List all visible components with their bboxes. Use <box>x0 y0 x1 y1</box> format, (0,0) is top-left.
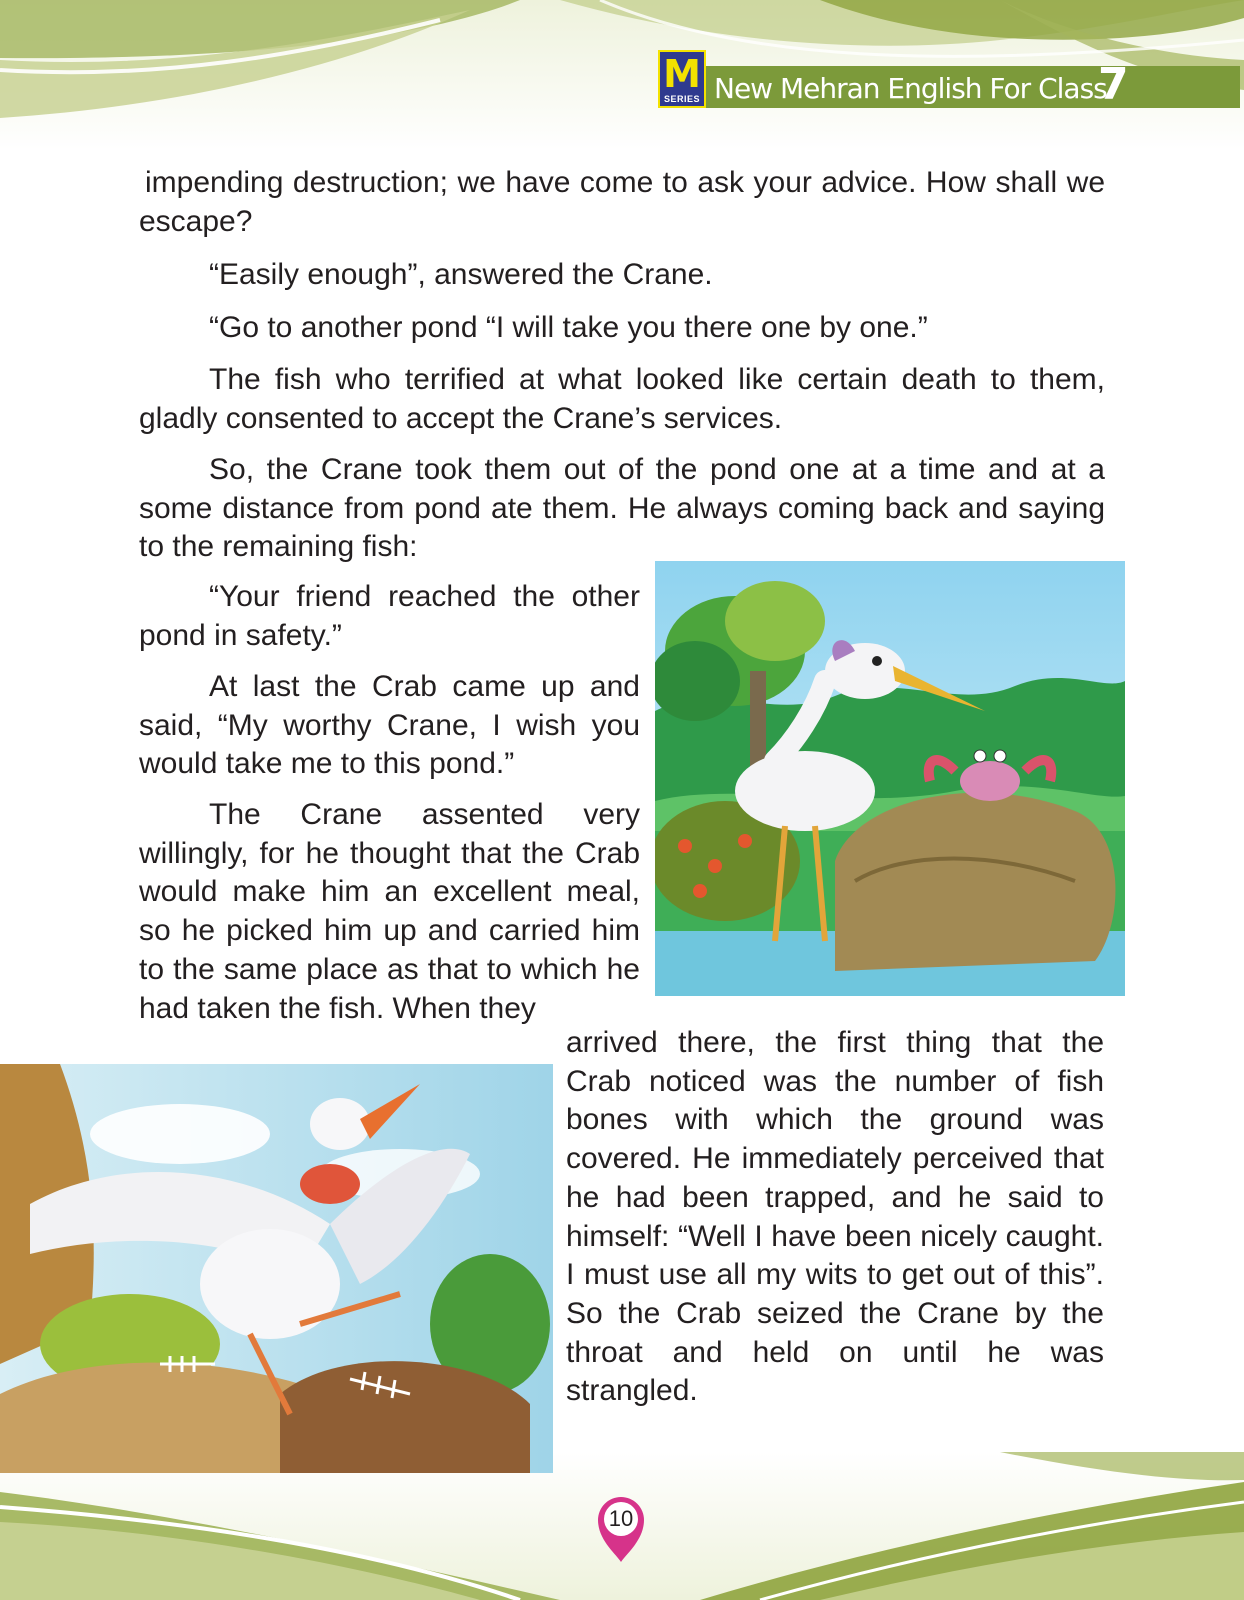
crane-crab-illustration <box>655 561 1125 996</box>
page-number: 10 <box>608 1506 634 1531</box>
paragraph-another-pond: “Go to another pond “I will take you there one by one.” <box>209 311 928 344</box>
series-logo <box>658 50 706 108</box>
book-title: New Mehran English For Class <box>714 72 1107 105</box>
paragraph-escape-question: impending destruction; we have come to ask your advice. How shall we escape? <box>139 166 1105 238</box>
logo-subtext: SERIES <box>663 94 700 104</box>
paragraph-crab-request: At last the Crab came up and said, “My worthy Crane, I wish you would take me to this pond.” <box>139 670 640 781</box>
crab-strangles-crane-illustration <box>0 1064 553 1473</box>
paragraph-crane-assented: The Crane assented very willingly, for he thought that the Crab would make him an excellent meal, so he picked him up and carried him to the same place as that to which he had taken the fish. When they <box>139 798 640 1025</box>
paragraph-friend-reached: “Your friend reached the other pond in safety.” <box>139 580 640 652</box>
logo-letter: M <box>663 52 701 96</box>
paragraph-crab-strangles-crane: arrived there, the first thing that the Crab noticed was the number of fish bones with which the ground was covered. He immediately perceived that he had been trapped, and he said to himself: “Well I have been nicely caught. I must use all my wits to get out of this”. So the Crab seized the Crane by the throat and held on until he was strangled. <box>566 1026 1104 1408</box>
paragraph-fish-consent: The fish who terrified at what looked like certain death to them, gladly consented to accept the Crane’s services. <box>139 363 1105 435</box>
paragraph-easily-enough: “Easily enough”, answered the Crane. <box>209 258 713 291</box>
paragraph-crane-ate-fish: So, the Crane took them out of the pond one at a time and at a some distance from pond ate them. He always coming back and saying to the remaining fish: <box>139 453 1105 564</box>
class-number: 7 <box>1098 59 1129 110</box>
